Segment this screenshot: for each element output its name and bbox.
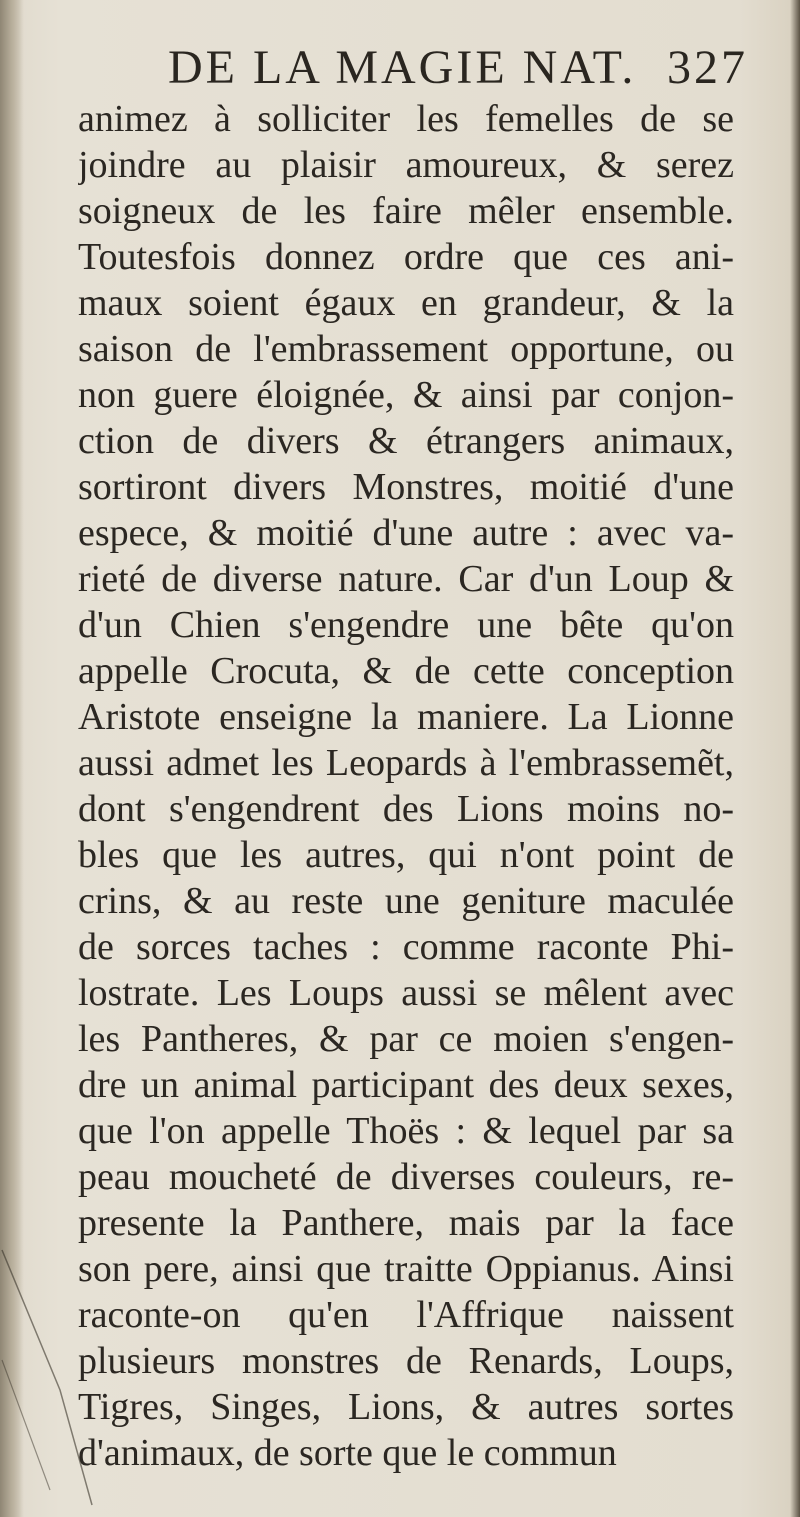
text-line: aussi admet les Leopards à l'embrassemẽt, — [78, 742, 734, 784]
text-line: son pere, ainsi que traitte Oppianus. Ainsi — [78, 1248, 734, 1290]
running-title: DE LA MAGIE NAT. — [168, 41, 637, 94]
text-line: Tigres, Singes, Lions, & autres sortes — [78, 1386, 734, 1428]
text-line: de sorces taches : comme raconte Phi- — [78, 926, 734, 968]
text-line: que l'on appelle Thoës : & lequel par sa — [78, 1110, 734, 1152]
gutter-shadow — [0, 0, 24, 1517]
page-header — [168, 36, 748, 100]
text-line: plusieurs monstres de Renards, Loups, — [78, 1340, 734, 1382]
text-line: dre un animal participant des deux sexes, — [78, 1064, 734, 1106]
text-line: bles que les autres, qui n'ont point de — [78, 834, 734, 876]
text-line: ction de divers & étrangers animaux, — [78, 420, 734, 462]
text-line: Toutesfois donnez ordre que ces ani- — [78, 236, 734, 278]
text-line: les Pantheres, & par ce moien s'engen- — [78, 1018, 734, 1060]
text-line: d'un Chien s'engendre une bête qu'on — [78, 604, 734, 646]
text-line: maux soient égaux en grandeur, & la — [78, 282, 734, 324]
text-line: non guere éloignée, & ainsi par conjon- — [78, 374, 734, 416]
text-line: soigneux de les faire mêler ensemble. — [78, 190, 734, 232]
text-line: crins, & au reste une geniture maculée — [78, 880, 734, 922]
text-line: Aristote enseigne la maniere. La Lionne — [78, 696, 734, 738]
text-line: espece, & moitié d'une autre : avec va- — [78, 512, 734, 554]
text-line: rieté de diverse nature. Car d'un Loup & — [78, 558, 734, 600]
text-line: d'animaux, de sorte que le commun — [78, 1432, 617, 1474]
text-line: raconte-on qu'en l'Affrique naissent — [78, 1294, 734, 1336]
text-line: joindre au plaisir amoureux, & serez — [78, 144, 734, 186]
text-line: sortiront divers Monstres, moitié d'une — [78, 466, 734, 508]
text-line: presente la Panthere, mais par la face — [78, 1202, 734, 1244]
text-line: animez à solliciter les femelles de se — [78, 98, 734, 140]
text-line: dont s'engendrent des Lions moins no- — [78, 788, 734, 830]
body-text — [78, 96, 734, 1476]
text-line: peau moucheté de diverses couleurs, re- — [78, 1156, 734, 1198]
text-line: saison de l'embrassement opportune, ou — [78, 328, 734, 370]
text-line: appelle Crocuta, & de cette conception — [78, 650, 734, 692]
page-edge-shadow — [790, 0, 800, 1517]
text-line: lostrate. Les Loups aussi se mêlent avec — [78, 972, 734, 1014]
page-number: 327 — [667, 41, 748, 94]
